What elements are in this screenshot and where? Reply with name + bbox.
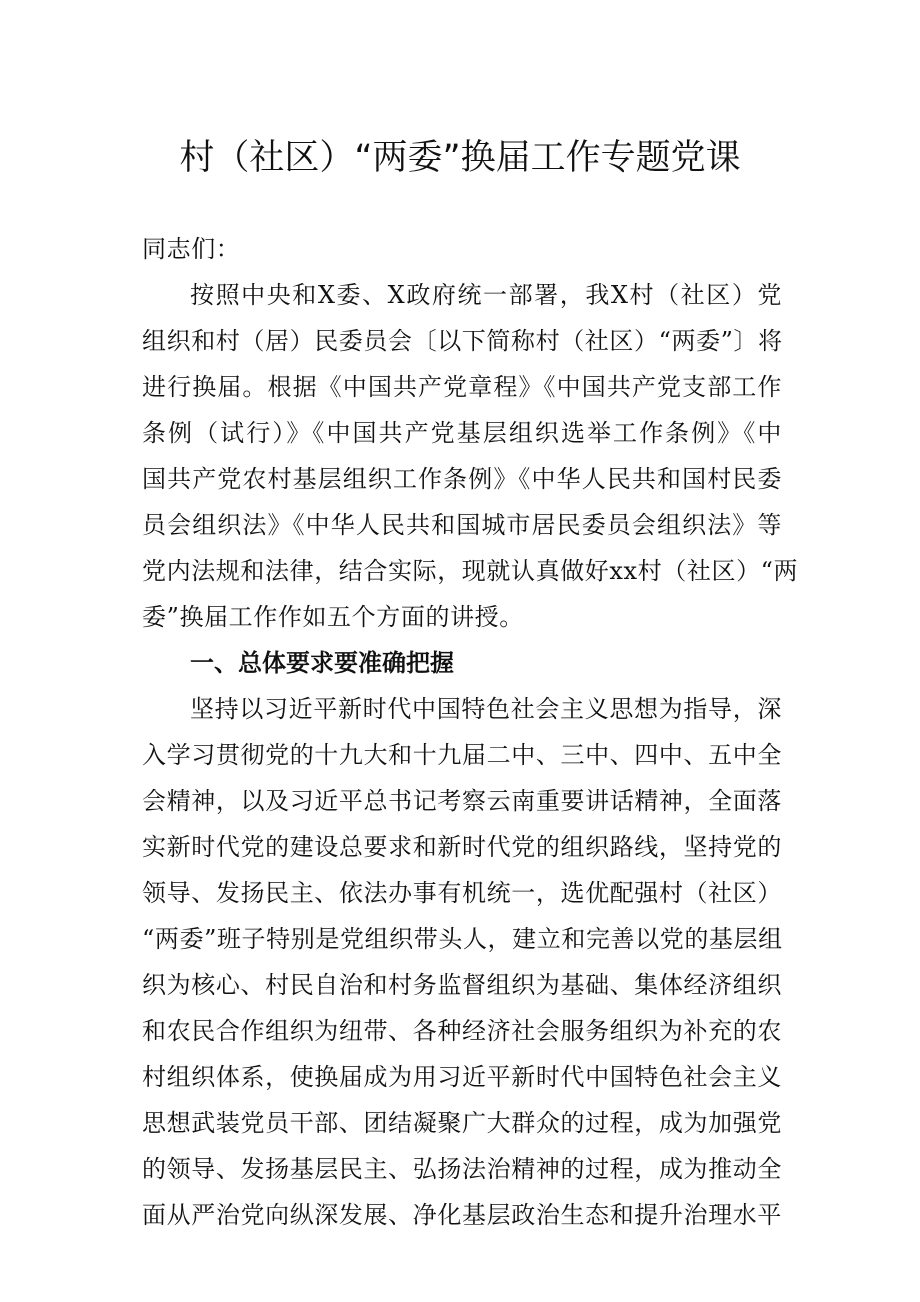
- paragraph-line: 织为核心、村民自治和村务监督组织为基础、集体经济组织: [142, 971, 782, 999]
- document-body: [142, 226, 799, 1238]
- paragraph-line: 进行换届。根据《中国共产党章程》《中国共产党支部工作: [142, 373, 782, 401]
- paragraph-line: 领导、发扬民主、依法办事有机统一，选优配强村（社区）: [142, 879, 782, 907]
- paragraph-line: 坚持以习近平新时代中国特色社会主义思想为指导，深: [190, 695, 782, 723]
- section1-paragraph: [142, 686, 782, 1238]
- paragraph-line: 组织和村（居）民委员会〔以下简称村（社区）“两委”〕将: [142, 327, 783, 355]
- paragraph-line: 会精神，以及习近平总书记考察云南重要讲话精神，全面落: [142, 787, 782, 815]
- paragraph-line: 村组织体系，使换届成为用习近平新时代中国特色社会主义: [142, 1063, 782, 1091]
- paragraph-line: “两委”班子特别是党组织带头人，建立和完善以党的基层组: [142, 925, 783, 953]
- document-title: 村（社区）“两委”换届工作专题党课: [179, 138, 741, 178]
- section-heading: 一、总体要求要准确把握: [190, 649, 454, 677]
- intro-paragraph: [142, 272, 799, 640]
- paragraph-line: 面从严治党向纵深发展、净化基层政治生态和提升治理水平: [142, 1201, 782, 1229]
- paragraph-line: 的领导、发扬基层民主、弘扬法治精神的过程，成为推动全: [142, 1155, 782, 1183]
- paragraph-line: 实新时代党的建设总要求和新时代党的组织路线，坚持党的: [142, 833, 782, 861]
- paragraph-line: 思想武装党员干部、团结凝聚广大群众的过程，成为加强党: [142, 1109, 782, 1137]
- paragraph-line: 员会组织法》《中华人民共和国城市居民委员会组织法》等: [142, 511, 782, 539]
- paragraph-line: 党内法规和法律，结合实际，现就认真做好xx村（社区）“两: [142, 557, 799, 585]
- paragraph-line: 国共产党农村基层组织工作条例》《中华人民共和国村民委: [142, 465, 782, 493]
- salutation: 同志们：: [142, 235, 241, 263]
- paragraph-line: 条例（试行）》《中国共产党基层组织选举工作条例》《中: [142, 419, 782, 447]
- paragraph-line: 和农民合作组织为纽带、各种经济社会服务组织为补充的农: [142, 1017, 782, 1045]
- paragraph-line: 入学习贯彻党的十九大和十九届二中、三中、四中、五中全: [142, 741, 782, 769]
- paragraph-line: 委”换届工作作如五个方面的讲授。: [142, 603, 524, 631]
- paragraph-line: 按照中央和X委、X政府统一部署，我X村（社区）党: [190, 281, 782, 309]
